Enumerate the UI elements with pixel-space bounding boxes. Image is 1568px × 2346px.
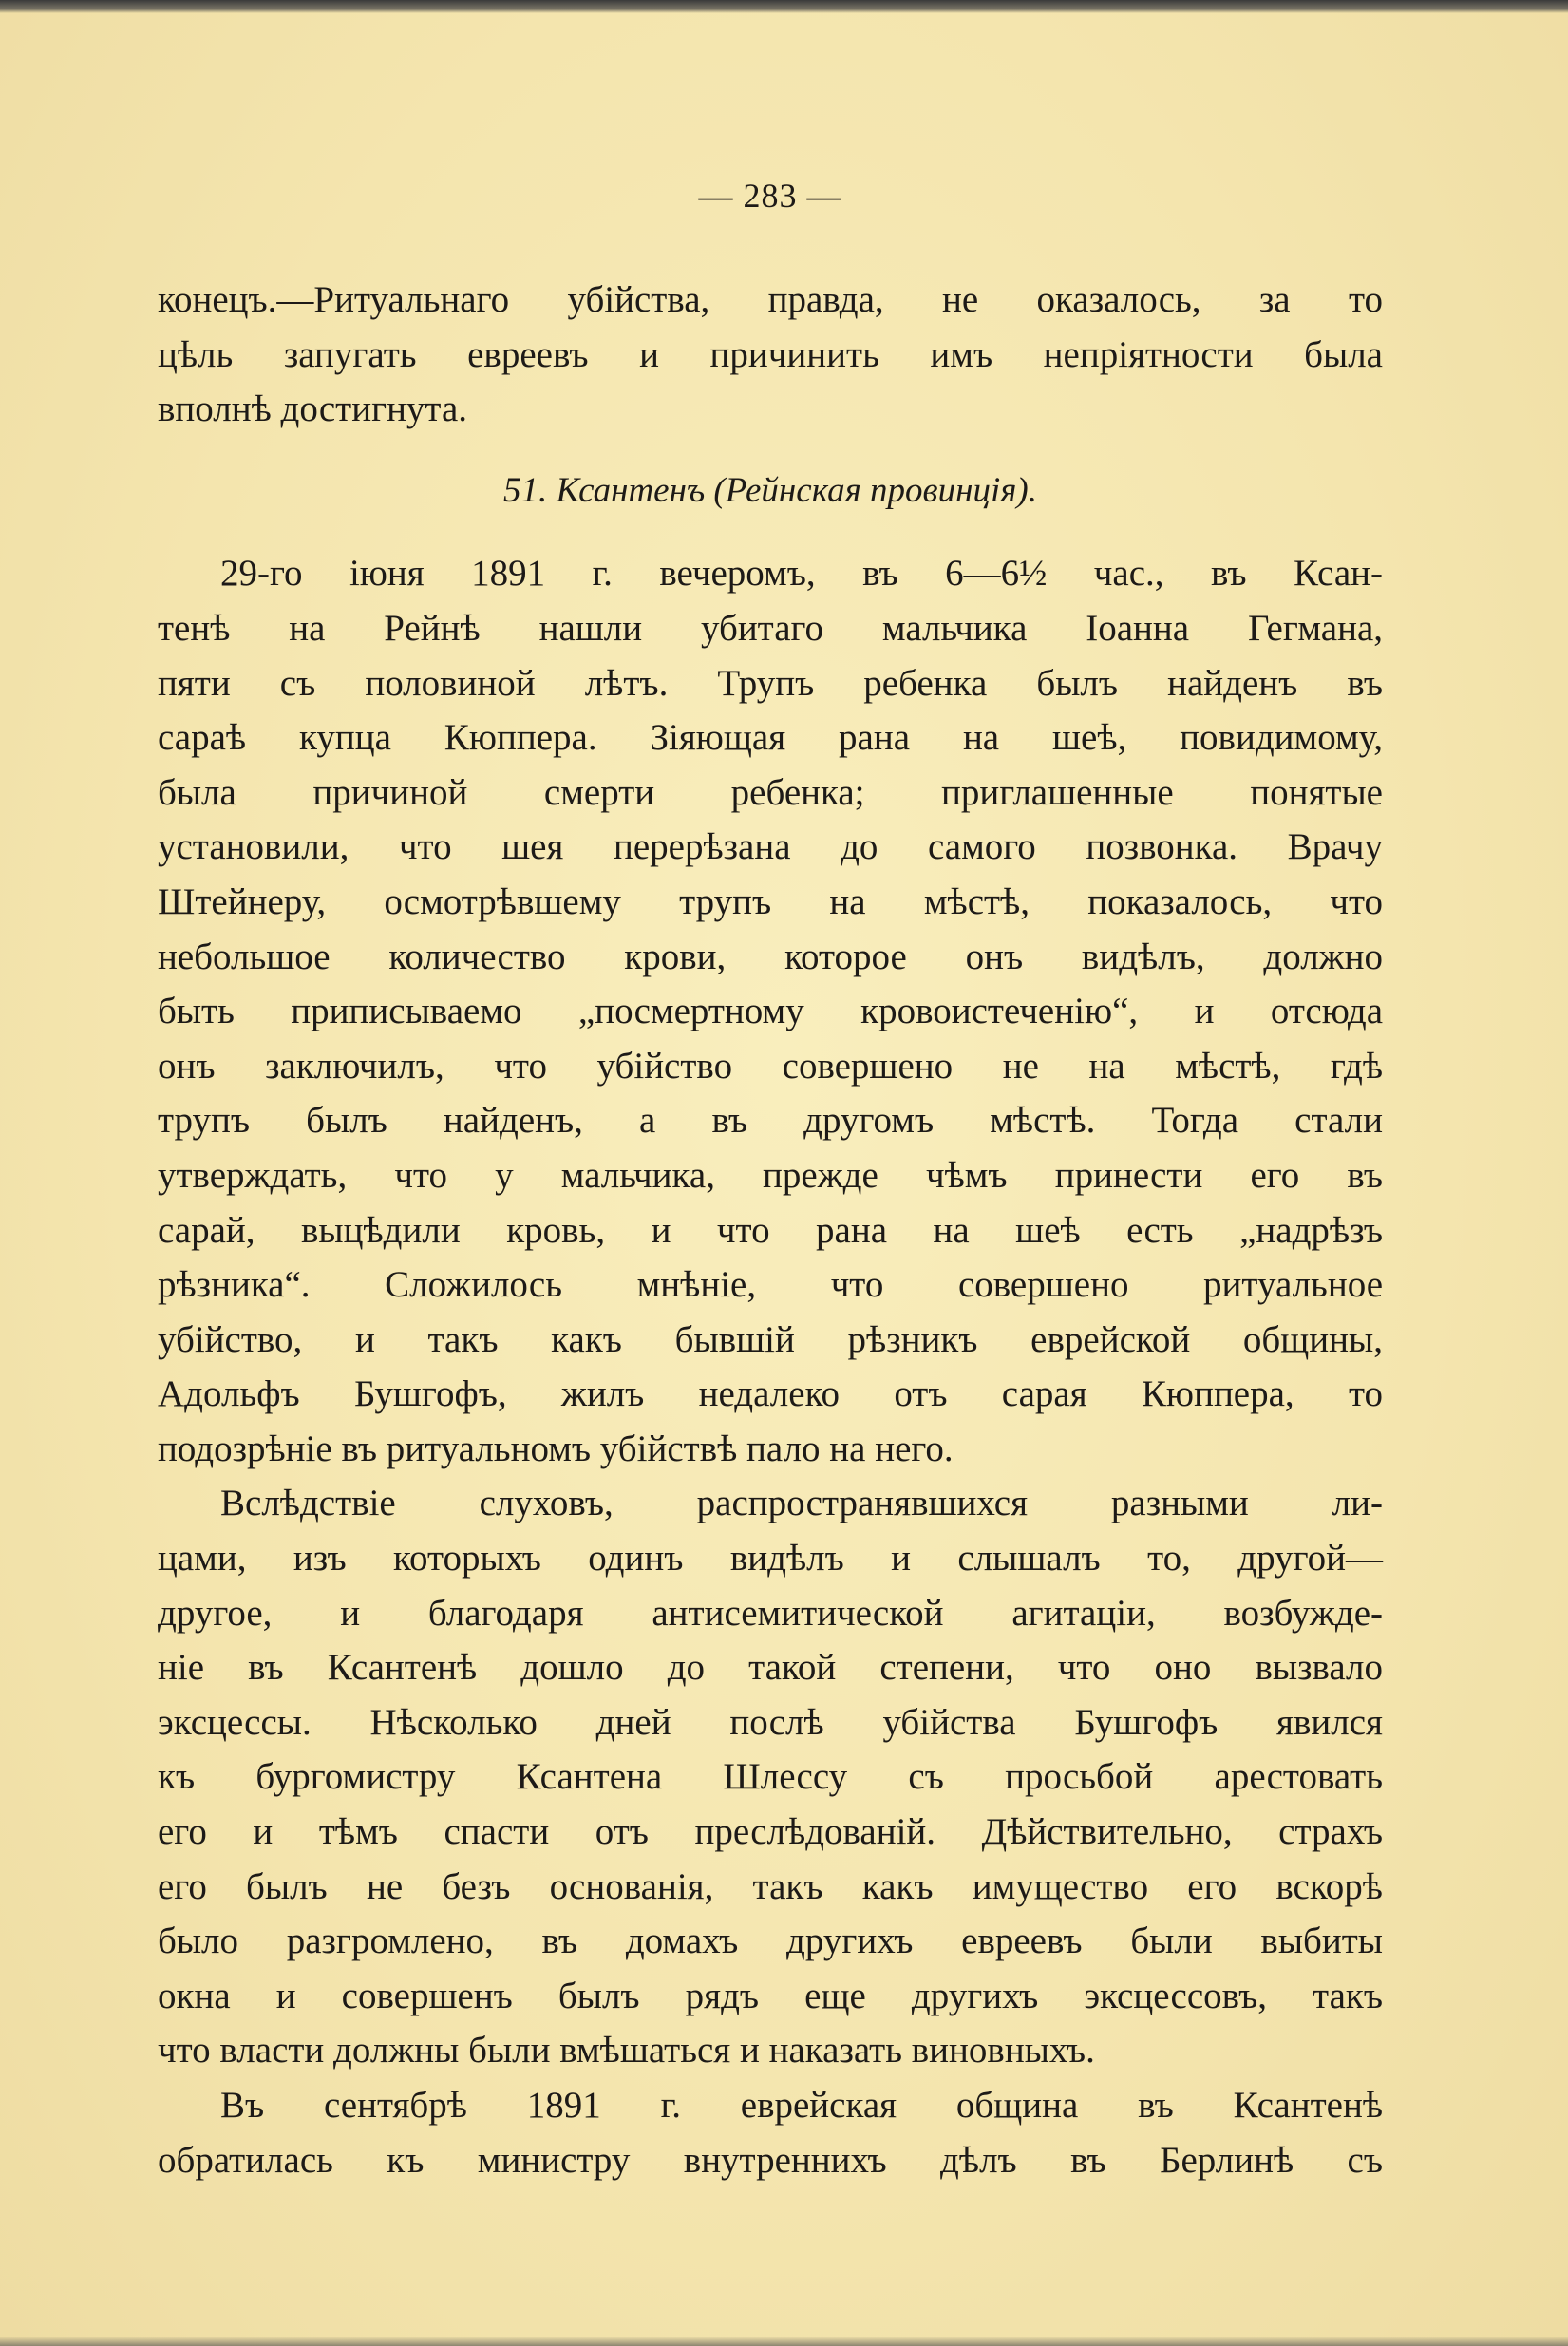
text-line: сарай, выцѣдили кровь, и что рана на шеѣ есть „надрѣзъ	[158, 1209, 1383, 1251]
text-line: тенѣ на Рейнѣ нашли убитаго мальчика Іоанна Гегмана,	[158, 607, 1383, 649]
text-line: пяти съ половиной лѣтъ. Трупъ ребенка былъ найденъ въ	[158, 662, 1383, 704]
text-line: Адольфъ Бушгофъ, жилъ недалеко отъ сарая Кюппера, то	[158, 1373, 1383, 1415]
text-line: эксцессы. Нѣсколько дней послѣ убійства Бушгофъ явился	[158, 1701, 1383, 1743]
text-line: подозрѣніе въ ритуальномъ убійствѣ пало на него.	[158, 1428, 954, 1469]
text-line: окна и совершенъ былъ рядъ еще другихъ эксцессовъ, такъ	[158, 1975, 1383, 2016]
text-line: Въ сентябрѣ 1891 г. еврейская община въ Ксантенѣ	[220, 2085, 1383, 2126]
text-line: рѣзника“. Сложилось мнѣніе, что совершено ритуальное	[158, 1264, 1383, 1306]
text-line: къ бургомистру Ксантена Шлессу съ просьбой арестовать	[158, 1756, 1383, 1798]
text-line: быть приписываемо „посмертному кровоистеченію“, и отсюда	[158, 991, 1383, 1032]
text-line: установили, что шея перерѣзана до самого позвонка. Врачу	[158, 826, 1383, 868]
text-line: убійство, и такъ какъ бывшій рѣзникъ еврейской общины,	[158, 1318, 1383, 1360]
text-line: что власти должны были вмѣшаться и наказать виновныхъ.	[158, 2030, 1095, 2072]
text-line: сараѣ купца Кюппера. Зіяющая рана на шеѣ, повидимому,	[158, 717, 1383, 759]
text-line: другое, и благодаря антисемитической агитаціи, возбужде-	[158, 1592, 1383, 1634]
text-line: ніе въ Ксантенѣ дошло до такой степени, что оно вызвало	[158, 1647, 1383, 1689]
text-line: вполнѣ достигнута.	[158, 388, 468, 430]
section-heading: 51. Ксантенъ (Рейнская провинція).	[502, 470, 1037, 510]
body-paragraph-1	[158, 546, 1383, 1476]
page-number: — 283 —	[698, 177, 842, 215]
text-line: утверждать, что у мальчика, прежде чѣмъ принести его въ	[158, 1154, 1383, 1196]
text-line: Вслѣдствіе слуховъ, распространявшихся разными ли-	[220, 1483, 1383, 1524]
text-line: Штейнеру, осмотрѣвшему трупъ на мѣстѣ, показалось, что	[158, 880, 1383, 922]
text-line: цѣль запугать евреевъ и причинить имъ непріятности была	[158, 333, 1383, 375]
text-block	[158, 169, 1383, 2187]
text-line: его и тѣмъ спасти отъ преслѣдованій. Дѣйствительно, страхъ	[158, 1811, 1383, 1853]
page-bottom-edge	[0, 2337, 1568, 2346]
page-top-edge	[0, 0, 1568, 13]
text-line: трупъ былъ найденъ, а въ другомъ мѣстѣ. Тогда стали	[158, 1100, 1383, 1142]
text-line: 29-го іюня 1891 г. вечеромъ, въ 6—6½ час., въ Ксан-	[220, 553, 1383, 595]
text-line: небольшое количество крови, которое онъ видѣлъ, должно	[158, 936, 1383, 977]
intro-paragraph	[158, 273, 1383, 437]
body-paragraph-2	[158, 1476, 1383, 2078]
text-line: было разгромлено, въ домахъ другихъ евреевъ были выбиты	[158, 1920, 1383, 1962]
text-line: онъ заключилъ, что убійство совершено не на мѣстѣ, гдѣ	[158, 1045, 1383, 1087]
body-paragraph-3	[158, 2078, 1383, 2187]
text-line: была причиной смерти ребенка; приглашенные понятые	[158, 771, 1383, 813]
text-line: его былъ не безъ основанія, такъ какъ имущество его вскорѣ	[158, 1865, 1383, 1907]
text-line: конецъ.—Ритуальнаго убійства, правда, не оказалось, за то	[158, 279, 1383, 320]
text-line: обратилась къ министру внутреннихъ дѣлъ въ Берлинѣ съ	[158, 2139, 1383, 2181]
text-line: цами, изъ которыхъ одинъ видѣлъ и слышалъ то, другой—	[158, 1538, 1383, 1580]
